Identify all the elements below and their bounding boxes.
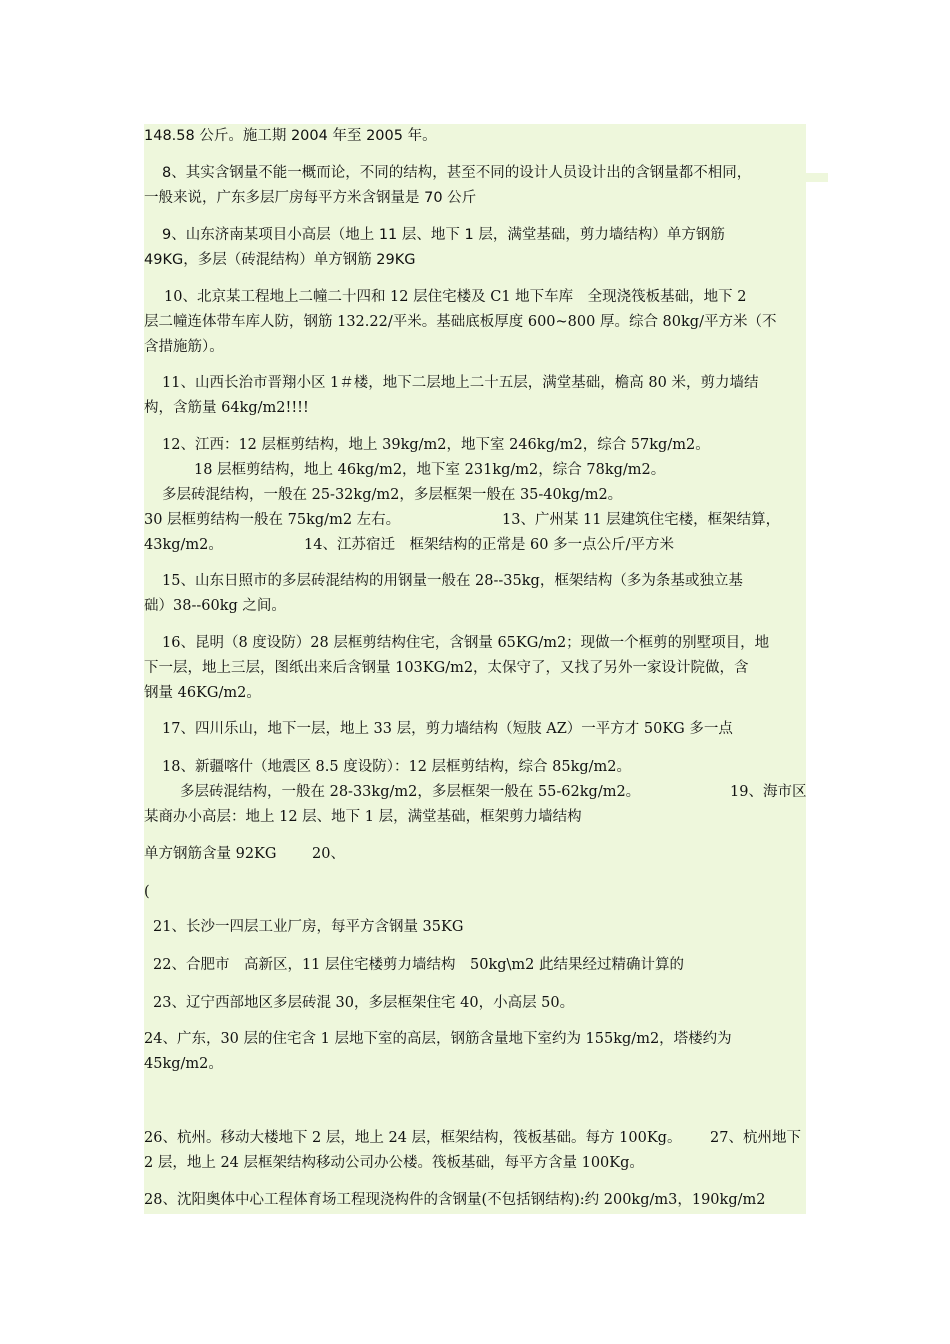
- paragraph-12: [144, 433, 806, 558]
- text-segment: 30 层框剪结构一般在 75kg/m2 左右。: [144, 512, 401, 528]
- text-line: [144, 842, 806, 867]
- text-segment: 26、杭州。移动大楼地下 2 层，地上 24 层，框架结构，筏板基础。每方 100Kg。: [144, 1130, 682, 1146]
- text-segment: 27、杭州地下: [710, 1130, 801, 1146]
- text-line: 49KG，多层（砖混结构）单方钢筋 29KG: [144, 252, 416, 268]
- text-line: 16、昆明（8 度设防）28 层框剪结构住宅，含钢量 65KG/m2；现做一个框剪的别墅项目，地: [162, 635, 770, 651]
- text-line: 9、山东济南某项目小高层（地上 11 层、地下 1 层，满堂基础，剪力墙结构）单方钢筋: [162, 227, 725, 243]
- text-segment: 单方钢筋含量 92KG: [144, 846, 277, 862]
- paragraph-intro: [144, 124, 806, 149]
- paragraph-18: [144, 755, 806, 830]
- paragraph-26: [144, 1126, 806, 1176]
- paragraph-19-continued: [144, 842, 806, 867]
- text-line: 础）38--60kg 之间。: [144, 598, 286, 614]
- text-line: [144, 508, 806, 533]
- paragraph-23: [144, 991, 806, 1016]
- text-segment: 19、海市区: [730, 784, 807, 800]
- text-line: [144, 533, 806, 558]
- paragraph-15: [144, 569, 806, 619]
- text-line: 22、合肥市 高新区，11 层住宅楼剪力墙结构 50kg\m2 此结果经过精确计算的: [153, 957, 684, 973]
- text-segment: 14、江苏宿迁 框架结构的正常是 60 多一点公斤/平方米: [304, 537, 675, 553]
- paragraph-22: [144, 953, 806, 978]
- text-line: 12、江西：12 层框剪结构，地上 39kg/m2，地下室 246kg/m2，综合 57kg/m2。: [162, 437, 710, 453]
- text-line: 层二幢连体带车库人防，钢筋 132.22/平米。基础底板厚度 600~800 厚。综合 80kg/平方米（不: [144, 314, 777, 330]
- paragraph-20-continued: [144, 880, 806, 905]
- text-line: 下一层，地上三层，图纸出来后含钢量 103KG/m2，太保守了，又找了另外一家设计院做，含: [144, 660, 749, 676]
- highlight-overflow: [806, 173, 828, 182]
- text-segment: 20、: [312, 846, 345, 862]
- text-line: 21、长沙一四层工业厂房，每平方含钢量 35KG: [153, 919, 464, 935]
- paragraph-8: [144, 161, 806, 211]
- text-line: 构，含筋量 64kg/m2!!!!: [144, 400, 309, 416]
- text-line: 15、山东日照市的多层砖混结构的用钢量一般在 28--35kg，框架结构（多为条基或独立基: [162, 573, 743, 589]
- paragraph-28: [144, 1188, 806, 1213]
- text-line: (: [144, 884, 150, 900]
- text-line: 45kg/m2。: [144, 1056, 223, 1072]
- text-line: 含措施筋）。: [144, 339, 224, 355]
- text-line: 2 层，地上 24 层框架结构移动公司办公楼。筏板基础，每平方含量 100Kg。: [144, 1155, 644, 1171]
- text-line: 17、四川乐山，地下一层，地上 33 层，剪力墙结构（短肢 AZ）一平方才 50KG 多一点: [162, 721, 733, 737]
- text-line: 148.58 公斤。施工期 2004 年至 2005 年。: [144, 128, 437, 144]
- text-segment: 13、广州某 11 层建筑住宅楼，框架结算，: [502, 512, 781, 528]
- text-line: 10、北京某工程地上二幢二十四和 12 层住宅楼及 C1 地下车库 全现浇筏板基础，地下 2: [164, 289, 747, 305]
- text-line: 8、其实含钢量不能一概而论，不同的结构，甚至不同的设计人员设计出的含钢量都不相同，: [162, 165, 752, 181]
- text-line: 28、沈阳奥体中心工程体育场工程现浇构件的含钢量(不包括钢结构):约 200kg/m3，190kg/m2: [144, 1192, 766, 1208]
- text-line: 18 层框剪结构，地上 46kg/m2，地下室 231kg/m2，综合 78kg/m2。: [194, 462, 666, 478]
- text-line: [144, 1126, 806, 1151]
- text-line: 23、辽宁西部地区多层砖混 30，多层框架住宅 40，小高层 50。: [153, 995, 575, 1011]
- paragraph-11: [144, 371, 806, 421]
- text-line: [144, 780, 806, 805]
- paragraph-9: [144, 223, 806, 273]
- paragraph-10: [144, 285, 806, 360]
- paragraph-17: [144, 717, 806, 742]
- paragraph-21: [144, 915, 806, 940]
- text-line: 钢量 46KG/m2。: [144, 685, 261, 701]
- text-line: 多层砖混结构，一般在 25-32kg/m2，多层框架一般在 35-40kg/m2。: [162, 487, 623, 503]
- text-segment: 多层砖混结构，一般在 28-33kg/m2，多层框架一般在 55-62kg/m2。: [180, 784, 641, 800]
- text-line: 24、广东，30 层的住宅含 1 层地下室的高层，钢筋含量地下室约为 155kg/m2，塔楼约为: [144, 1031, 732, 1047]
- text-line: 某商办小高层：地上 12 层、地下 1 层，满堂基础，框架剪力墙结构: [144, 809, 582, 825]
- text-line: 11、山西长治市晋翔小区 1＃楼，地下二层地上二十五层，满堂基础，檐高 80 米，剪力墙结: [162, 375, 759, 391]
- text-line: 18、新疆喀什（地震区 8.5 度设防）：12 层框剪结构，综合 85kg/m2。: [162, 759, 632, 775]
- paragraph-16: [144, 631, 806, 706]
- text-segment: 43kg/m2。: [144, 537, 223, 553]
- paragraph-24: [144, 1027, 806, 1077]
- text-line: 一般来说，广东多层厂房每平方米含钢量是 70 公斤: [144, 190, 477, 206]
